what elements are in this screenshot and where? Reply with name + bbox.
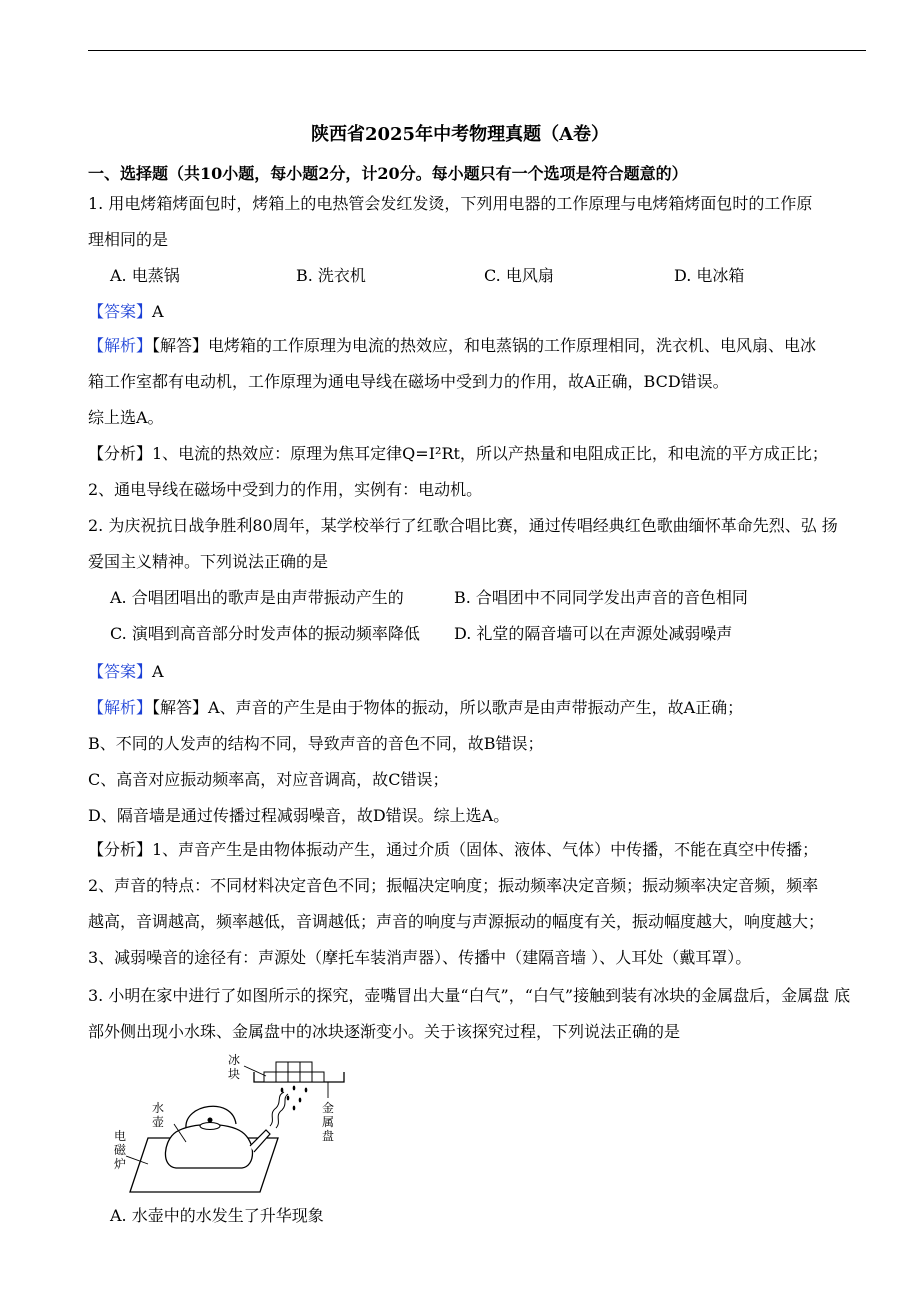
q2-fenxi-line4: 3、减弱噪音的途径有：声源处（摩托车装消声器）、传播中（建隔音墙 ）、人耳处（戴耳罩）。 [88, 948, 752, 967]
label-ice: 冰 [228, 1053, 241, 1067]
page-title: 陕西省2025年中考物理真题（A卷） [310, 124, 610, 145]
q2-stem-line2: 爱国主义精神。下列说法正确的是 [88, 552, 329, 571]
section-header: 一、选择题（共10小题，每小题2分，计20分。每小题只有一个选项是符合题意的） [88, 164, 688, 183]
q2-analysis-line4: D、隔音墙是通过传播过程减弱噪音，故D错误。综上选A。 [88, 806, 510, 825]
answer-tag: 【答案】 [88, 662, 153, 681]
q2-option-d: D. 礼堂的隔音墙可以在声源处减弱噪声 [454, 624, 733, 643]
analysis-text: 【解答】电烤箱的工作原理为电流的热效应，和电蒸锅的工作原理相同，洗衣机、电风扇、电冰 [152, 336, 817, 355]
experiment-figure [100, 1052, 360, 1200]
q1-stem-line1: 1. 用电烤箱烤面包时，烤箱上的电热管会发红发烫，下列用电器的工作原理与电烤箱烤面包时的工作原 [88, 194, 813, 213]
header-rule [88, 50, 866, 51]
q1-analysis-line3: 综上选A。 [88, 408, 164, 427]
label-plate: 金 [322, 1101, 335, 1115]
q2-analysis-line1 [88, 698, 743, 718]
label-kettle: 壶 [152, 1115, 165, 1129]
q2-option-a: A. 合唱团唱出的歌声是由声带振动产生的 [110, 588, 404, 607]
label-plate: 属 [322, 1115, 335, 1129]
kettle-knob [208, 1118, 213, 1123]
q2-analysis-line3: C、高音对应振动频率高，对应音调高，故C错误； [88, 770, 449, 789]
ice-cube [288, 1062, 300, 1072]
q2-stem-line1: 2. 为庆祝抗日战争胜利80周年，某学校举行了红歌合唱比赛，通过传唱经典红色歌曲缅怀革命先烈、弘 扬 [88, 516, 838, 535]
q2-fenxi-line1: 【分析】1、声音产生是由物体振动产生，通过介质（固体、液体、气体）中传播，不能在真空中传播； [88, 840, 819, 859]
label-kettle: 水 [152, 1101, 165, 1115]
analysis-tag: 【解析】 [88, 336, 153, 355]
ice-cube [276, 1072, 288, 1082]
ice-cube [300, 1062, 312, 1072]
steam-icon [276, 1094, 288, 1128]
q2-option-b: B. 合唱团中不同同学发出声音的音色相同 [454, 588, 748, 607]
ice-cube [300, 1072, 312, 1082]
q1-fenxi-line1: 【分析】1、电流的热效应：原理为焦耳定律Q=I²Rt，所以产热量和电阻成正比，和电流的平方成正比； [88, 444, 828, 463]
kettle-spout [250, 1130, 270, 1152]
q2-option-c: C. 演唱到高音部分时发声体的振动频率降低 [110, 624, 420, 643]
label-stove: 电 [114, 1129, 127, 1143]
q2-fenxi-line3: 越高，音调越高，频率越低，音调越低；声音的响度与声源振动的幅度有关，振动幅度越大，响度越大； [88, 912, 825, 931]
q3-stem-line1: 3. 小明在家中进行了如图所示的探究，壶嘴冒出大量“白气”，“白气”接触到装有冰块的金属盘后，金属盘 底 [88, 986, 851, 1005]
q3-option-a: A. 水壶中的水发生了升华现象 [110, 1206, 324, 1225]
ice-cube [288, 1072, 300, 1082]
q1-option-b: B. 洗衣机 [296, 266, 366, 285]
analysis-tag: 【解析】 [88, 698, 153, 717]
analysis-text: 【解答】A、声音的产生是由于物体的振动，所以歌声是由声带振动产生，故A正确； [152, 698, 744, 717]
q1-stem-line2: 理相同的是 [88, 230, 169, 249]
q3-stem-line2: 部外侧出现小水珠、金属盘中的冰块逐渐变小。关于该探究过程，下列说法正确的是 [88, 1022, 681, 1041]
q1-option-c: C. 电风扇 [484, 266, 554, 285]
label-stove: 炉 [114, 1157, 127, 1171]
water-droplets [281, 1086, 308, 1111]
answer-value: A [152, 662, 164, 681]
label-plate: 盘 [322, 1129, 335, 1143]
q1-fenxi-line2: 2、通电导线在磁场中受到力的作用，实例有：电动机。 [88, 480, 483, 499]
q2-answer [88, 662, 164, 682]
answer-value: A [152, 302, 164, 321]
ice-cube [276, 1062, 288, 1072]
q2-analysis-line2: B、不同的人发声的结构不同，导致声音的音色不同，故B错误； [88, 734, 544, 753]
q1-option-a: A. 电蒸锅 [110, 266, 180, 285]
steam-icon [270, 1092, 284, 1126]
q1-option-d: D. 电冰箱 [674, 266, 745, 285]
kettle-lid [200, 1123, 220, 1130]
label-ice: 块 [228, 1067, 241, 1081]
q1-answer [88, 302, 164, 322]
label-stove: 磁 [114, 1143, 127, 1157]
q1-analysis-line1 [88, 336, 816, 356]
q2-fenxi-line2: 2、声音的特点：不同材料决定音色不同；振幅决定响度；振动频率决定音频；振动频率决定音频，频率 [88, 876, 819, 895]
q1-analysis-line2: 箱工作室都有电动机，工作原理为通电导线在磁场中受到力的作用，故A正确，BCD错误。 [88, 372, 729, 391]
answer-tag: 【答案】 [88, 302, 153, 321]
ice-cube [312, 1072, 324, 1082]
ice-cube [264, 1072, 276, 1082]
